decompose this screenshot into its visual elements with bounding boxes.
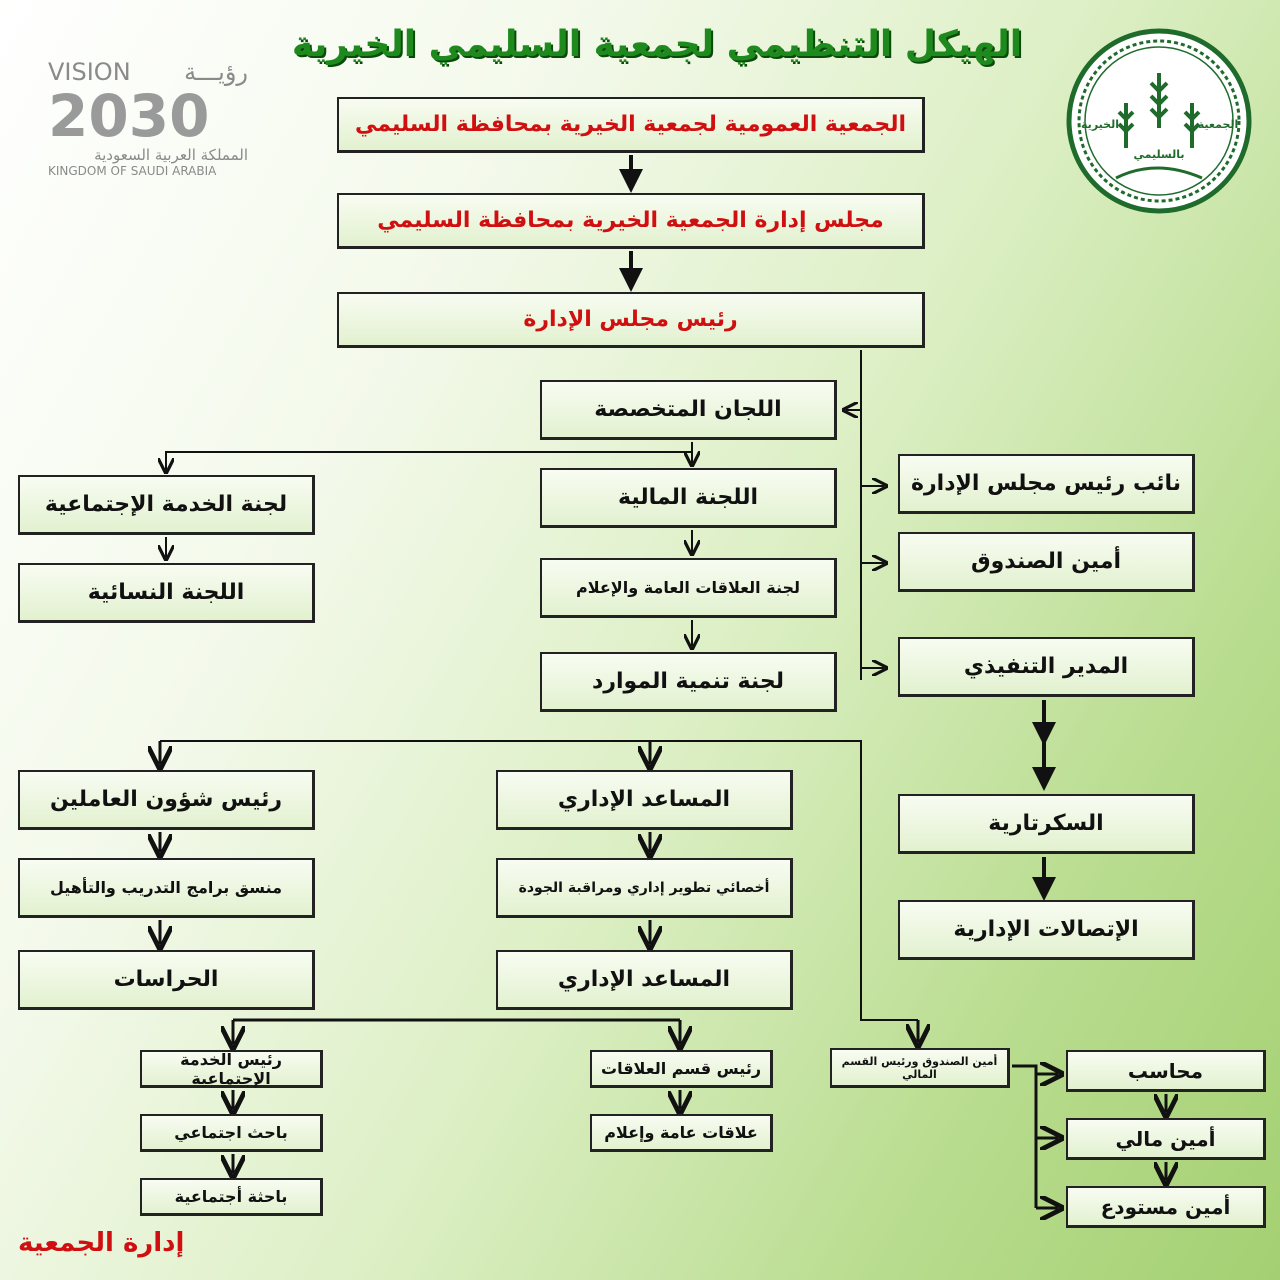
box-quality-specialist: أخصائي تطوير إداري ومراقبة الجودة bbox=[496, 858, 793, 918]
box-board: مجلس إدارة الجمعية الخيرية بمحافظة السليمي bbox=[337, 193, 925, 249]
box-warehouse-keeper: أمين مستودع bbox=[1066, 1186, 1266, 1228]
box-vice-chairman: نائب رئيس مجلس الإدارة bbox=[898, 454, 1195, 514]
box-resources-committee: لجنة تنمية الموارد bbox=[540, 652, 837, 712]
box-women-committee: اللجنة النسائية bbox=[18, 563, 315, 623]
box-social-researcher-f: باحثة أجتماعية bbox=[140, 1178, 323, 1216]
page-title: الهيكل التنظيمي لجمعية السليمي الخيرية bbox=[291, 24, 1023, 65]
vision-en: VISION bbox=[48, 58, 131, 86]
box-pr-committee: لجنة العلاقات العامة والإعلام bbox=[540, 558, 837, 618]
box-admin-assistant-1: المساعد الإداري bbox=[496, 770, 793, 830]
box-executive-director: المدير التنفيذي bbox=[898, 637, 1195, 697]
box-accountant: محاسب bbox=[1066, 1050, 1266, 1092]
logo-text: بالسليمي bbox=[1133, 148, 1185, 161]
logo-text: الجمعية bbox=[1197, 118, 1239, 131]
box-hr-head: رئيس شؤون العاملين bbox=[18, 770, 315, 830]
vision-en-bottom: KINGDOM OF SAUDI ARABIA bbox=[48, 164, 217, 178]
box-training-coordinator: منسق برامج التدريب والتأهيل bbox=[18, 858, 315, 918]
box-chairman: رئيس مجلس الإدارة bbox=[337, 292, 925, 348]
box-social-service-head: رئيس الخدمة الإجتماعية bbox=[140, 1050, 323, 1088]
box-finance-committee: اللجنة المالية bbox=[540, 468, 837, 528]
vision-year: 2030 bbox=[48, 82, 210, 150]
box-guards: الحراسات bbox=[18, 950, 315, 1010]
box-treasurer: أمين الصندوق bbox=[898, 532, 1195, 592]
box-pr-media: علاقات عامة وإعلام bbox=[590, 1114, 773, 1152]
box-admin-assistant-2: المساعد الإداري bbox=[496, 950, 793, 1010]
box-social-committee: لجنة الخدمة الإجتماعية bbox=[18, 475, 315, 535]
box-finance-head: أمين الصندوق ورئيس القسم المالي bbox=[830, 1048, 1010, 1088]
box-committees: اللجان المتخصصة bbox=[540, 380, 837, 440]
vision-ar: رؤيـــة bbox=[184, 58, 248, 86]
box-social-researcher-m: باحث اجتماعي bbox=[140, 1114, 323, 1152]
box-general-assembly: الجمعية العمومية لجمعية الخيرية بمحافظة السليمي bbox=[337, 97, 925, 153]
footer-signature: إدارة الجمعية bbox=[18, 1228, 185, 1258]
box-admin-comms: الإتصالات الإدارية bbox=[898, 900, 1195, 960]
vision-ar-bottom: المملكة العربية السعودية bbox=[94, 146, 248, 164]
box-secretariat: السكرتارية bbox=[898, 794, 1195, 854]
logo-text: الخيرية bbox=[1081, 118, 1119, 131]
association-logo bbox=[1066, 28, 1252, 214]
vision-2030-logo bbox=[48, 58, 248, 178]
box-relations-head: رئيس قسم العلاقات bbox=[590, 1050, 773, 1088]
box-financial-officer: أمين مالي bbox=[1066, 1118, 1266, 1160]
